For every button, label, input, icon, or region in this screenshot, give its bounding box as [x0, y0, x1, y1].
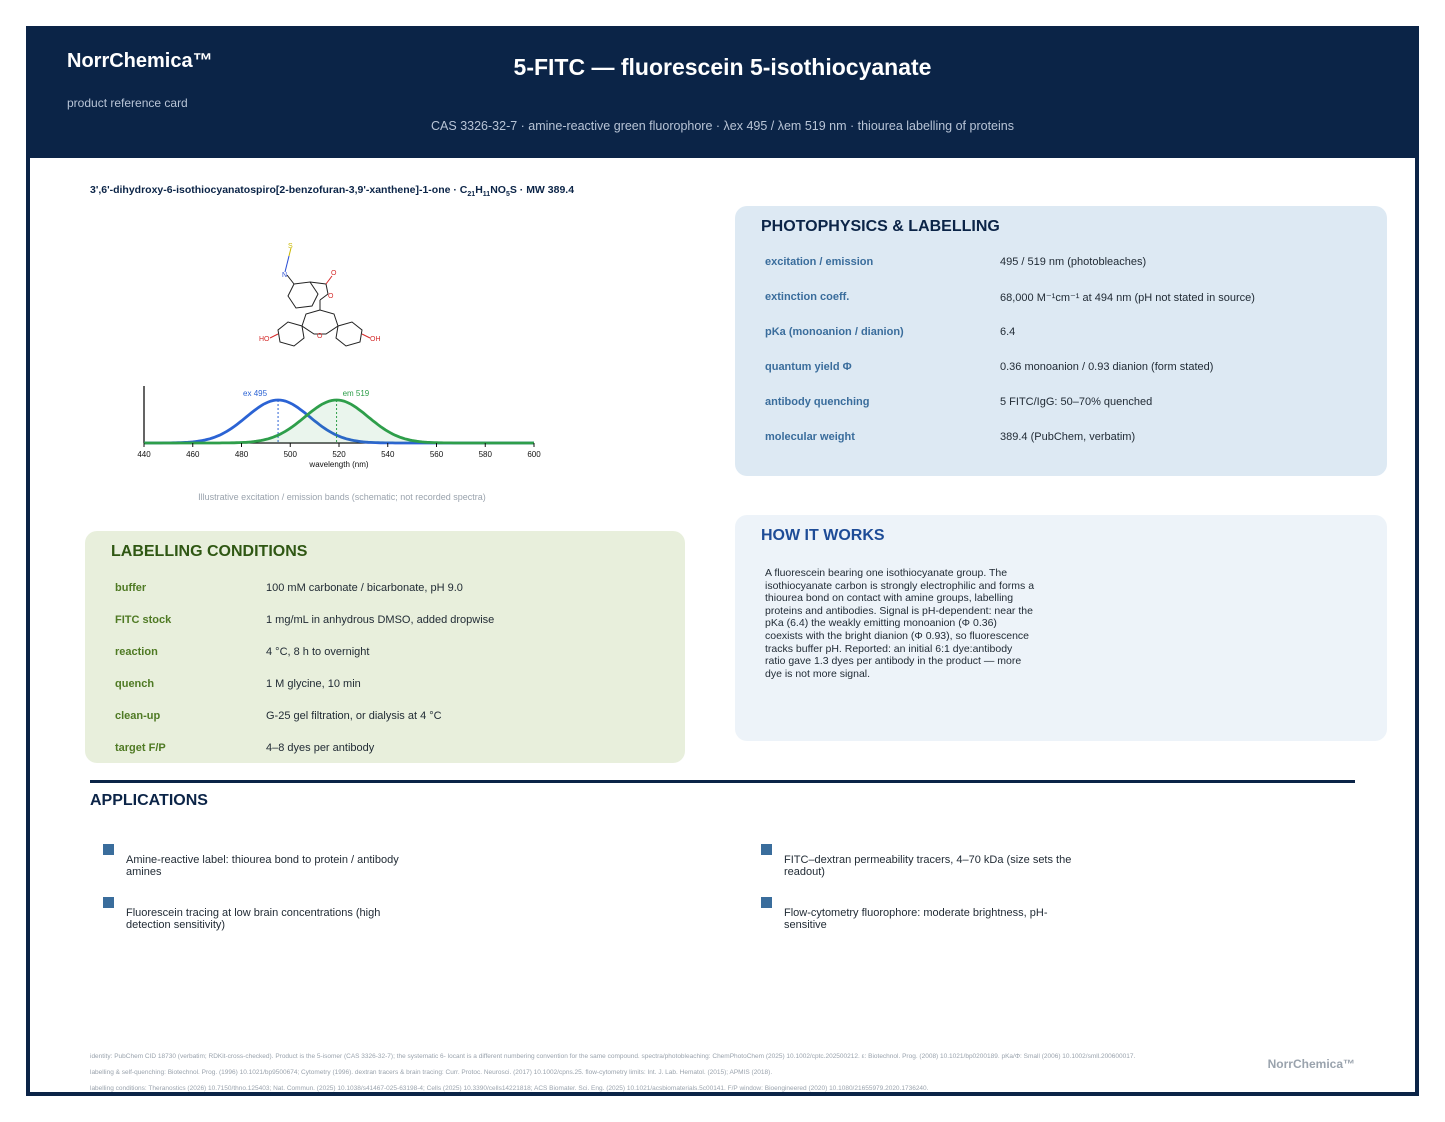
- kv-key: buffer: [115, 582, 147, 594]
- page-subtitle: CAS 3326-32-7 · amine-reactive green fluorophore · λex 495 / λem 519 nm · thiourea labelling of proteins: [431, 119, 1014, 133]
- kv-value: G-25 gel filtration, or dialysis at 4 °C: [266, 710, 442, 722]
- x-tick-label: 440: [137, 450, 151, 459]
- x-tick-label: 520: [332, 450, 346, 459]
- atom-s: S: [288, 243, 293, 250]
- kv-key: extinction coeff.: [765, 291, 850, 303]
- kv-value: 100 mM carbonate / bicarbonate, pH 9.0: [266, 582, 463, 594]
- reference-line: labelling conditions: Theranostics (2026) 10.7150/thno.125403; Nat. Commun. (2025) 10.1038/s41467-025-63198-4; Cells (2025) 10.3390/cells14221818; ACS Biomater. Sci. Eng. (2025) 10.1021/acsbiomaterials.5c00141. F/P window: Bioengineered (2020) 10.1080/21655979.2020.1736240.: [90, 1085, 929, 1092]
- kv-key: pKa (monoanion / dianion): [765, 326, 904, 338]
- application-text: Fluorescein tracing at low brain concentrations (high detection sensitivity): [126, 907, 381, 931]
- formula-no: NO: [490, 184, 506, 196]
- formula-c: C: [459, 184, 468, 196]
- bullet-square-icon: [761, 897, 772, 908]
- kv-value: 495 / 519 nm (photobleaches): [1000, 256, 1147, 268]
- atom-n: N: [282, 272, 288, 279]
- x-tick-label: 460: [186, 450, 200, 459]
- iupac-name: 3',6'-dihydroxy-6-isothiocyanatospiro[2-benzofuran-3,9'-xanthene]-1-one ·: [90, 184, 460, 196]
- x-axis-label: wavelength (nm): [309, 460, 369, 469]
- kv-value: 5 FITC/IgG: 50–70% quenched: [1000, 396, 1153, 408]
- reference-line: identity: PubChem CID 18730 (verbatim; RDKit-cross-checked). Product is the 5-isomer (CAS 3326-32-7); the systematic 6- locant is a different numbering convention for the same compound. spectra/photobleaching: ChemPhotoChem (2025) 10.1002/cptc.202500212. ε: Biotechnol. Prog. (2008) 10.1021/bp0200189. pKa/Φ: Small (2006) 10.1002/smll.200600017.: [90, 1053, 1136, 1060]
- product-card: [26, 26, 1419, 1096]
- x-tick-label: 580: [478, 450, 492, 459]
- bullet-square-icon: [103, 844, 114, 855]
- section-divider: [90, 780, 1355, 783]
- series-label-1: em 519: [342, 389, 370, 398]
- brand-name: NorrChemica™: [67, 50, 213, 72]
- kv-key: molecular weight: [765, 431, 855, 443]
- x-tick-label: 480: [234, 450, 249, 459]
- how-it-works-panel: [735, 515, 1387, 741]
- how-it-works-title: HOW IT WORKS: [761, 527, 885, 544]
- formula-c-count: 21: [467, 191, 476, 199]
- applications-title: APPLICATIONS: [90, 792, 208, 809]
- kv-value: 4 °C, 8 h to overnight: [266, 646, 370, 658]
- header: [30, 30, 1415, 158]
- application-text: Flow-cytometry fluorophore: moderate brightness, pH-sensitive: [784, 907, 1048, 931]
- application-text: Amine-reactive label: thiourea bond to protein / antibody amines: [126, 854, 399, 878]
- kv-key: excitation / emission: [765, 256, 874, 268]
- kv-value: 68,000 M⁻¹cm⁻¹ at 494 nm (pH not stated in source): [1000, 292, 1255, 304]
- application-item: [126, 907, 426, 931]
- application-item: [784, 854, 1084, 878]
- formula-s: S: [509, 184, 517, 196]
- spectrum-chart: [128, 376, 548, 476]
- x-tick-label: 540: [381, 450, 395, 459]
- x-tick-label: 600: [527, 450, 541, 459]
- reference-line: labelling & self-quenching: Biotechnol. Prog. (1996) 10.1021/bp9500674; Cytometry (1996). dextran tracers & brain tracing: Curr. Protoc. Neurosci. (2017) 10.1002/cpns.25. flow-cytometry limits: Int. J. Lab. Hematol. (2015); APMIS (2018).: [90, 1069, 773, 1076]
- page-title: 5-FITC — fluorescein 5-isothiocyanate: [513, 54, 932, 80]
- kv-value: 1 M glycine, 10 min: [266, 678, 361, 690]
- formula-h-count: 11: [482, 191, 491, 199]
- kv-value: 0.36 monoanion / 0.93 dianion (form stated): [1000, 361, 1214, 373]
- atom-o-carbonyl: O: [331, 270, 337, 277]
- kv-key: reaction: [115, 646, 158, 658]
- photophysics-title: PHOTOPHYSICS & LABELLING: [761, 218, 1000, 235]
- kv-value: 389.4 (PubChem, verbatim): [1000, 431, 1136, 443]
- footer-brand: NorrChemica™: [1267, 1057, 1355, 1071]
- kv-value: 4–8 dyes per antibody: [266, 742, 375, 754]
- formula-h: H: [475, 184, 483, 196]
- x-tick-label: 560: [429, 450, 444, 459]
- kv-value: 6.4: [1000, 326, 1016, 338]
- photophysics-panel: [735, 206, 1387, 476]
- application-item: [126, 854, 426, 878]
- labelling-conditions-panel: [85, 531, 685, 763]
- kv-key: target F/P: [115, 742, 166, 754]
- hydroxyl-right: OH: [370, 336, 381, 343]
- x-tick-label: 500: [283, 450, 297, 459]
- formula-o-count: 5: [505, 191, 510, 199]
- kv-value: 1 mg/mL in anhydrous DMSO, added dropwise: [266, 614, 495, 626]
- kv-key: antibody quenching: [765, 396, 870, 408]
- hydroxyl-left: HO: [259, 336, 270, 343]
- brand-subtitle: product reference card: [67, 96, 188, 110]
- bullet-square-icon: [761, 844, 772, 855]
- compound-identity: [90, 184, 574, 198]
- molecular-weight: · MW 389.4: [516, 184, 575, 196]
- application-text: FITC–dextran permeability tracers, 4–70 kDa (size sets the readout): [784, 854, 1072, 878]
- kv-key: clean-up: [115, 710, 161, 722]
- atom-o-ring: O: [328, 293, 334, 300]
- series-label-0: ex 495: [243, 389, 268, 398]
- kv-key: FITC stock: [115, 614, 172, 626]
- emission-band-fill: [144, 400, 534, 443]
- application-item: [784, 907, 1084, 931]
- kv-key: quantum yield Φ: [765, 361, 852, 373]
- bullet-square-icon: [103, 897, 114, 908]
- how-it-works-text: A fluorescein bearing one isothiocyanate group. The isothiocyanate carbon is strongly electrophilic and forms a thiourea bond on contact with amine groups, labelling proteins and antibodies. Signal is pH-dependent: near the pKa (6.4) the weakly emitting monoanion (Φ 0.36) coexists with the bright dianion (Φ 0.93), so fluorescence tracks buffer pH. Reported: an initial 6:1 dye:antibody ratio gave 1.3 dyes per antibody in the product — more dye is not more signal.: [765, 567, 1035, 680]
- atom-o-xanthene: O: [317, 333, 323, 340]
- chemical-structure: [258, 242, 388, 352]
- kv-key: quench: [115, 678, 155, 690]
- labelling-title: LABELLING CONDITIONS: [111, 543, 308, 560]
- spectrum-caption: Illustrative excitation / emission bands (schematic; not recorded spectra): [198, 492, 486, 502]
